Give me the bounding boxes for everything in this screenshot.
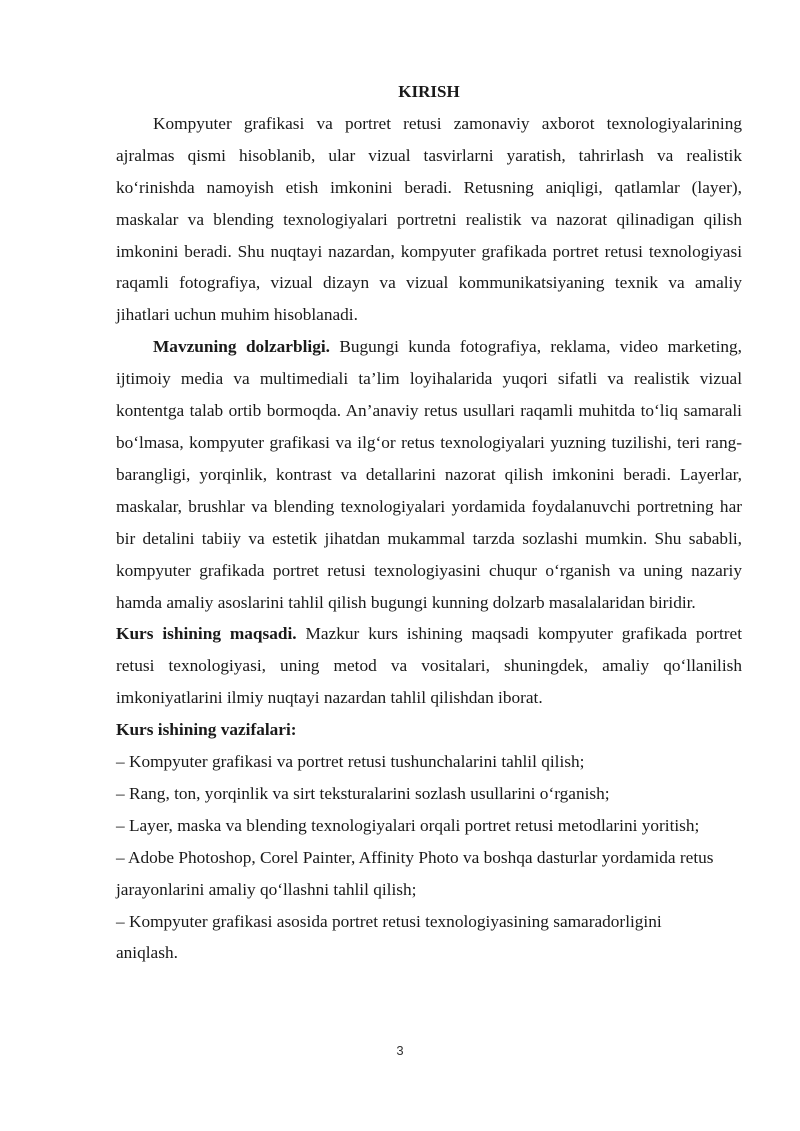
page-number: 3	[396, 1043, 404, 1058]
list-item: – Adobe Photoshop, Corel Painter, Affinity Photo va boshqa dasturlar yordamida retus jarayonlarini amaliy qo‘llashni tahlil qilish;	[116, 847, 714, 899]
goal-paragraph	[116, 618, 742, 714]
list-item: – Kompyuter grafikasi va portret retusi tushunchalarini tahlil qilish;	[116, 752, 585, 772]
list-item: – Rang, ton, yorqinlik va sirt teksturalarini sozlash usullarini o‘rganish;	[116, 783, 610, 803]
list-item: – Kompyuter grafikasi asosida portret retusi texnologiyasining samaradorligini aniqlash.	[116, 911, 662, 963]
page-content	[116, 76, 742, 969]
list-item: – Layer, maska va blending texnologiyalari orqali portret retusi metodlarini yoritish;	[116, 815, 700, 835]
goal-label: Kurs ishining maqsadi.	[116, 624, 297, 644]
goal-text: Mazkur kurs ishining maqsadi kompyuter grafikada portret retusi texnologiyasi, uning metod va vositalari, shuningdek, amaliy qo‘llanilish imkoniyatlarini ilmiy nuqtayi nazardan tahlil qilishdan iborat.	[116, 624, 742, 708]
tasks-list	[116, 746, 742, 969]
intro-paragraph: Kompyuter grafikasi va portret retusi zamonaviy axborot texnologiyalarining ajralmas qismi hisoblanib, ular vizual tasvirlarni yaratish, tahrirlash va realistik ko‘rinishda namoyish etish imkonini beradi. Retusning aniqligi, qatlamlar (layer), maskalar va blending texnologiyalari portretni realistik va nazorat qilinadigan qilish imkonini beradi. Shu nuqtayi nazardan, kompyuter grafikada portret retusi texnologiyasi raqamli fotografiya, vizual dizayn va vizual kommunikatsiyaning texnik va amaliy jihatlari uchun muhim hisoblanadi.	[116, 113, 742, 325]
page-title: KIRISH	[398, 82, 460, 101]
relevance-label: Mavzuning dolzarbligi.	[153, 337, 330, 357]
relevance-text: Bugungi kunda fotografiya, reklama, video marketing, ijtimoiy media va multimediali ta’lim loyihalarida yuqori sifatli va realistik vizual kontentga talab ortib bormoqda. An’anaviy retus usullari raqamli muhitda to‘liq samarali bo‘lmasa, kompyuter grafikasi va ilg‘or retus texnologiyalari yuzning tuzilishi, teri rang-barangligi, yorqinlik, kontrast va detallarini nazorat qilish imkonini beradi. Layerlar, maskalar, brushlar va blending texnologiyalari yordamida foydalanuvchi portretning har bir detalini tabiiy va estetik jihatdan mukammal tarzda sozlashi mumkin. Shu sababli, kompyuter grafikada portret retusi texnologiyasini chuqur o‘rganish va uning nazariy hamda amaliy asoslarini tahlil qilish bugungi kunning dolzarb masalalaridan biridir.	[116, 337, 742, 612]
relevance-paragraph	[116, 331, 742, 618]
tasks-heading: Kurs ishining vazifalari:	[116, 720, 297, 740]
